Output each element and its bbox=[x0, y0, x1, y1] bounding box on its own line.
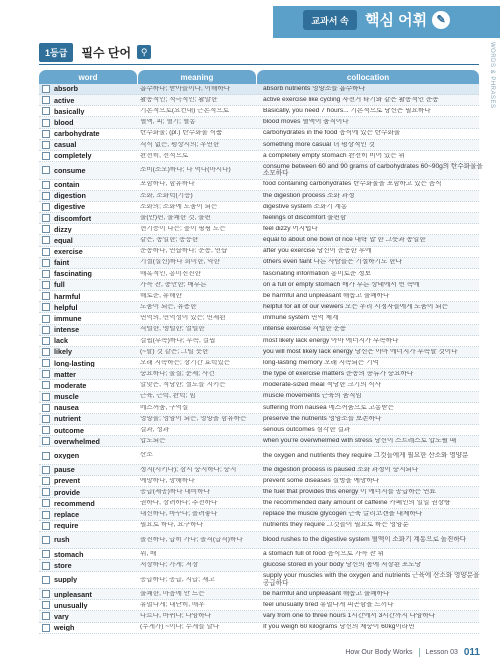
row-checkbox[interactable] bbox=[42, 590, 50, 598]
table-row bbox=[39, 247, 479, 258]
row-checkbox[interactable] bbox=[42, 326, 50, 334]
table-row bbox=[39, 425, 479, 436]
row-checkbox[interactable] bbox=[42, 601, 50, 609]
section-title: 필수 단어 bbox=[81, 45, 132, 60]
collocation-cell: immune system 면역 체계 bbox=[263, 315, 339, 322]
row-checkbox[interactable] bbox=[42, 315, 50, 323]
row-checkbox[interactable] bbox=[42, 452, 50, 460]
row-checkbox[interactable] bbox=[42, 437, 50, 445]
meaning-cell: 기절(실신)하다 희미한, 약한 bbox=[140, 259, 220, 266]
meaning-cell: 매혹적인, 흥미진진한 bbox=[140, 270, 201, 277]
table-row bbox=[39, 84, 479, 95]
table-row bbox=[39, 336, 479, 347]
row-checkbox[interactable] bbox=[42, 292, 50, 300]
meaning-cell: 산소 bbox=[140, 452, 153, 459]
word-cell: nausea bbox=[54, 404, 79, 412]
word-cell: provide bbox=[54, 488, 80, 496]
row-checkbox[interactable] bbox=[42, 192, 50, 200]
row-checkbox[interactable] bbox=[42, 511, 50, 519]
collocation-cell: moderate-sized meal 적당한 크기의 식사 bbox=[263, 382, 382, 389]
table-row bbox=[39, 347, 479, 358]
word-cell: matter bbox=[54, 370, 76, 378]
collocation-cell: replace the muscle glycogen 근육 글리코겐을 대체하다 bbox=[263, 511, 423, 518]
row-checkbox[interactable] bbox=[42, 499, 50, 507]
meaning-cell: 알맞은, 적당한; 절도를 지키는 bbox=[140, 382, 226, 389]
word-cell: faint bbox=[54, 259, 70, 267]
table-row bbox=[39, 465, 479, 476]
section-header bbox=[39, 42, 151, 62]
collocation-cell: feel unusually tired 유별나게 피곤함을 느끼다 bbox=[263, 602, 394, 609]
word-cell: harmful bbox=[54, 292, 81, 300]
word-cell: replace bbox=[54, 510, 80, 519]
collocation-cell: the fuel that provides this energy 이 에너지를 공급하는 연료 bbox=[263, 488, 436, 495]
meaning-cell: 유별나게; 대단히, 매우 bbox=[140, 602, 205, 609]
collocation-cell: preserve the nutrients 영양소를 보존하다 bbox=[263, 415, 382, 422]
meaning-cell: 결핍(부족)하다; 부족, 결핍 bbox=[140, 337, 216, 344]
collocation-cell: glucose stored in your body 당신의 몸에 저장된 포도당 bbox=[263, 562, 422, 569]
meaning-cell: 공급(제공)하다 대비하다 bbox=[140, 488, 210, 495]
word-cell: exercise bbox=[54, 248, 83, 256]
word-cell: store bbox=[54, 561, 72, 570]
meaning-cell: 근육, 근력, 완력; 힘 bbox=[140, 393, 196, 400]
word-cell: completely bbox=[54, 152, 92, 160]
row-checkbox[interactable] bbox=[42, 181, 50, 189]
page-footer bbox=[345, 647, 480, 658]
collocation-cell: a stomach full of food 음식으로 가득 찬 위 bbox=[263, 551, 384, 558]
word-cell: muscle bbox=[54, 393, 79, 401]
table-row bbox=[39, 291, 479, 302]
collocation-cell: vary from one to three hours 1시간에서 3시간까지 다양하다 bbox=[263, 613, 436, 620]
table-row bbox=[39, 95, 479, 106]
row-checkbox[interactable] bbox=[42, 236, 50, 244]
page-title bbox=[365, 9, 450, 30]
row-checkbox[interactable] bbox=[42, 550, 50, 558]
collocation-cell: food containing carbohydrates 탄수화물을 포함하고 있는 음식 bbox=[263, 181, 442, 188]
table-row bbox=[39, 117, 479, 128]
row-checkbox[interactable] bbox=[42, 426, 50, 434]
word-cell: consume bbox=[54, 166, 86, 174]
table-row bbox=[39, 162, 483, 180]
word-cell: likely bbox=[54, 348, 72, 356]
row-checkbox[interactable] bbox=[42, 536, 50, 544]
table-row bbox=[39, 313, 479, 324]
collocation-cell: something more casual 더 평상적인 것 bbox=[263, 141, 375, 148]
meaning-cell: 완전히, 전적으로 bbox=[140, 152, 189, 159]
collocation-cell: you will most likely lack energy 당신은 아마 에너지가 부족할 것이다 bbox=[263, 348, 458, 355]
word-cell: contain bbox=[54, 181, 80, 189]
meaning-cell: 중요하다; 물질; 문제; 사건 bbox=[140, 371, 215, 378]
row-checkbox[interactable] bbox=[42, 259, 50, 267]
table-row bbox=[39, 487, 479, 498]
page-number: 011 bbox=[463, 647, 480, 658]
word-cell: dizzy bbox=[54, 225, 72, 233]
table-row bbox=[39, 380, 479, 391]
table-row bbox=[39, 302, 479, 313]
row-checkbox[interactable] bbox=[42, 415, 50, 423]
word-cell: full bbox=[54, 281, 65, 289]
meaning-cell: 대신하다, 바꾸다; 돌려놓다 bbox=[140, 511, 218, 518]
pencil-icon: ✎ bbox=[432, 11, 450, 29]
word-cell: recommend bbox=[54, 499, 95, 507]
collocation-cell: the digestion process 소화 과정 bbox=[263, 192, 355, 199]
word-cell: unusually bbox=[54, 601, 88, 609]
word-cell: fascinating bbox=[54, 270, 92, 278]
word-cell: weigh bbox=[54, 624, 75, 632]
meaning-cell: 해로운, 유해한 bbox=[140, 292, 182, 299]
meaning-cell: (무게가) ~이다; 무게를 달다 bbox=[140, 624, 220, 631]
meaning-cell: (~할) 것 같은; 그럴 듯한 bbox=[140, 348, 209, 355]
meaning-cell: 혈액, 피; 혈기; 혈통 bbox=[140, 119, 196, 126]
footer-book-title: How Our Body Works bbox=[345, 649, 413, 656]
table-row bbox=[39, 498, 479, 509]
meaning-cell: 같은, 동일한; 동등한 bbox=[140, 237, 199, 244]
row-checkbox[interactable] bbox=[42, 203, 50, 211]
meaning-cell: 현기증이 나는; 높이 핑핑 도는 bbox=[140, 226, 226, 232]
word-cell: active bbox=[54, 96, 75, 104]
column-header-collocation: collocation bbox=[257, 70, 479, 84]
row-checkbox[interactable] bbox=[42, 107, 50, 115]
table-row bbox=[39, 572, 479, 590]
row-checkbox[interactable] bbox=[42, 381, 50, 389]
word-cell: casual bbox=[54, 141, 77, 149]
row-checkbox[interactable] bbox=[42, 166, 50, 174]
table-row bbox=[39, 191, 479, 202]
word-cell: blood bbox=[54, 118, 74, 127]
row-checkbox[interactable] bbox=[42, 359, 50, 367]
word-cell: prevent bbox=[54, 477, 80, 485]
meaning-cell: 포함하다, 함유하다 bbox=[140, 181, 195, 188]
row-checkbox[interactable] bbox=[42, 152, 50, 160]
collocation-cell: Basically, you need 7 hours... 기본적으로 당신은 필요하다 bbox=[263, 108, 431, 115]
row-checkbox[interactable] bbox=[42, 281, 50, 289]
table-row bbox=[39, 325, 479, 336]
word-cell: intense bbox=[54, 326, 80, 334]
vocabulary-table bbox=[39, 84, 483, 634]
table-row bbox=[39, 509, 479, 520]
row-checkbox[interactable] bbox=[42, 562, 50, 570]
meaning-cell: 도움이 되는, 유용한 bbox=[140, 304, 197, 311]
table-row bbox=[39, 549, 479, 560]
meaning-cell: 권하다, 장려하다; 추천하다 bbox=[140, 500, 218, 507]
collocation-cell: serious outcomes 심각한 결과 bbox=[263, 426, 351, 433]
table-row bbox=[39, 447, 479, 465]
word-cell: outcome bbox=[54, 426, 84, 434]
row-checkbox[interactable] bbox=[42, 214, 50, 222]
word-cell: basically bbox=[54, 107, 85, 115]
collocation-cell: after you exercise 당신이 운동한 후에 bbox=[263, 248, 372, 255]
meaning-cell: 결과, 성과 bbox=[140, 426, 170, 433]
table-row bbox=[39, 269, 479, 280]
meaning-cell: 오래 지속하는; 장기간 효력있는 bbox=[140, 359, 231, 366]
row-checkbox[interactable] bbox=[42, 337, 50, 345]
collocation-cell: feelings of discomfort 불편함 bbox=[263, 214, 347, 221]
collocation-cell: blood rushes to the digestive system 혈액이 소화기 계통으로 돌진하다 bbox=[263, 536, 467, 544]
table-row bbox=[39, 129, 479, 140]
row-checkbox[interactable] bbox=[42, 466, 50, 474]
collocation-cell: active exercise like cycling 자전거 타기와 같은 활동적인 운동 bbox=[263, 96, 439, 103]
collocation-cell: muscle movements 근육의 움직임 bbox=[263, 393, 362, 400]
collocation-cell: If you weigh 60 kilograms 당신의 체중이 60kg이라면 bbox=[263, 624, 415, 631]
word-cell: digestion bbox=[54, 192, 86, 200]
word-cell: supply bbox=[54, 576, 78, 584]
meaning-cell: 활동적인; 적극적인; 활발한 bbox=[140, 96, 218, 103]
collocation-cell: be harmful and unpleasant 해롭고 불쾌하다 bbox=[263, 292, 390, 299]
word-cell: helpful bbox=[54, 303, 78, 311]
collocation-cell: blood moves 혈액이 움직이다 bbox=[263, 119, 349, 126]
collocation-cell: most likely lack energy 아마 에너지가 부족하다 bbox=[263, 337, 399, 344]
table-row bbox=[39, 224, 479, 235]
table-row bbox=[39, 560, 479, 571]
word-cell: nutrient bbox=[54, 415, 81, 423]
row-checkbox[interactable] bbox=[42, 348, 50, 356]
collocation-cell: be harmful and unpleasant 해롭고 불쾌하다 bbox=[263, 590, 390, 597]
word-cell: unpleasant bbox=[54, 590, 92, 598]
word-cell: require bbox=[54, 522, 79, 530]
meaning-cell: 소비(소모)하다; 다 먹다(마시다) bbox=[140, 167, 231, 174]
collocation-cell: on a full or empty stomach 배가 부른 상태에서 빈 속에 bbox=[263, 281, 420, 288]
row-checkbox[interactable] bbox=[42, 303, 50, 311]
collocation-cell: others even faint 다른 사람들은 기절하기도 한다 bbox=[263, 259, 402, 266]
row-checkbox[interactable] bbox=[42, 225, 50, 233]
column-header-meaning: meaning bbox=[138, 70, 256, 84]
word-cell: moderate bbox=[54, 381, 87, 390]
side-label: WORDS & PHRASES bbox=[489, 42, 495, 109]
table-row bbox=[39, 180, 479, 191]
collocation-cell: a completely empty stomach 완전히 비어 있는 위 bbox=[263, 152, 405, 159]
table-row bbox=[39, 611, 479, 622]
table-row bbox=[39, 623, 479, 634]
meaning-cell: 면역의, 면역성이 있는; 면제된 bbox=[140, 315, 226, 322]
table-row bbox=[39, 213, 479, 224]
meaning-cell: 운동하다, 연습하다; 운동, 연습 bbox=[140, 248, 228, 255]
word-cell: oxygen bbox=[54, 451, 80, 460]
table-row bbox=[39, 369, 479, 380]
meaning-cell: 격렬한, 맹렬한; 열렬한 bbox=[140, 326, 205, 333]
row-checkbox[interactable] bbox=[42, 130, 50, 138]
meaning-cell: 필요로 하다, 요구하다 bbox=[140, 522, 203, 529]
collocation-cell: long-lasting memory 오래 지속되는 기억 bbox=[263, 359, 379, 366]
banner-tab: 교과서 속 bbox=[303, 10, 357, 30]
row-checkbox[interactable] bbox=[42, 96, 50, 104]
collocation-cell: the type of exercise matters 운동의 종류가 중요하다 bbox=[263, 371, 414, 378]
meaning-cell: 영양물; 영양이 되는, 영양을 함유하는 bbox=[140, 415, 247, 422]
row-checkbox[interactable] bbox=[42, 85, 50, 93]
meaning-cell: 압도되는 bbox=[140, 437, 166, 444]
meaning-cell: 기본적으로(요컨대) 근본적으로 bbox=[140, 108, 230, 115]
table-row bbox=[39, 280, 479, 291]
row-checkbox[interactable] bbox=[42, 612, 50, 620]
collocation-cell: absorb nutrients 영양소를 흡수하다 bbox=[263, 85, 365, 92]
meaning-cell: 흡수하다; 받아들이다, 이해하다 bbox=[140, 85, 231, 92]
meaning-cell: 정지(시키다); 잠시 중지하다; 중지 bbox=[140, 466, 237, 473]
collocation-cell: nutrients they require 그것들이 필요로 하는 영양분 bbox=[263, 522, 409, 529]
page-title-text: 핵심 어휘 bbox=[365, 12, 428, 29]
table-row bbox=[39, 436, 479, 447]
table-row bbox=[39, 521, 479, 532]
meaning-cell: 다르다, 바뀌다; 다양하다 bbox=[140, 613, 212, 620]
meaning-cell: 저장하다; 가게; 저장 bbox=[140, 562, 199, 569]
meaning-cell: 돌진하다, 급히 가다; 돌격(급격)하다 bbox=[140, 536, 243, 543]
row-checkbox[interactable] bbox=[42, 576, 50, 584]
footer-lesson: Lesson 03 bbox=[425, 649, 458, 656]
meaning-cell: 불쾌한, 마음에 안 드는 bbox=[140, 590, 205, 597]
collocation-cell: the recommended daily amount of caffeine 카페인의 일일 권장량 bbox=[263, 500, 451, 507]
table-row bbox=[39, 202, 479, 213]
word-cell: stomach bbox=[54, 550, 84, 558]
table-row bbox=[39, 106, 479, 117]
meaning-cell: 격식 없는, 평상시의; 우연한 bbox=[140, 141, 220, 148]
collocation-cell: digestive system 소화기 계통 bbox=[263, 203, 348, 210]
collocation-cell: feel dizzy 어지럽다 bbox=[263, 226, 318, 232]
collocation-cell: suffering from nausea 메스꺼움으로 고통받는 bbox=[263, 404, 395, 411]
meaning-cell: 불(안)편, 불쾌한 것, 불편 bbox=[140, 214, 211, 221]
meaning-cell: 소화, 소화력(기능) bbox=[140, 192, 193, 199]
table-row bbox=[39, 258, 479, 269]
word-cell: rush bbox=[54, 536, 70, 544]
collocation-cell: prevent some diseases 질병을 예방하다 bbox=[263, 477, 380, 484]
word-cell: discomfort bbox=[54, 214, 92, 222]
level-badge: 1등급 bbox=[39, 43, 73, 62]
meaning-cell: 위, 배 bbox=[140, 551, 157, 558]
collocation-cell: carbohydrates in the food 음식에 있는 탄수화물 bbox=[263, 130, 401, 137]
table-row bbox=[39, 392, 479, 403]
meaning-cell: 예방하다, 방해하다 bbox=[140, 477, 195, 484]
row-checkbox[interactable] bbox=[42, 370, 50, 378]
collocation-cell: equal to about one bowl of rice 대략 밥 한 그릇과 동일한 bbox=[263, 237, 426, 244]
row-checkbox[interactable] bbox=[42, 488, 50, 496]
collocation-cell: the oxygen and nutrients they require 그것들에게 필요한 산소와 영양분 bbox=[263, 451, 469, 459]
word-cell: immune bbox=[54, 314, 82, 323]
word-cell: absorb bbox=[54, 85, 78, 93]
table-row bbox=[39, 600, 479, 611]
word-cell: long-lasting bbox=[54, 359, 95, 367]
table-row bbox=[39, 414, 479, 425]
collocation-cell: when you're overwhelmed with stress 당신이 스트레스로 압도될 때 bbox=[263, 437, 457, 444]
word-cell: lack bbox=[54, 337, 68, 345]
table-row bbox=[39, 403, 479, 414]
table-row bbox=[39, 140, 479, 151]
collocation-cell: fascinating information 흥미로운 정보 bbox=[263, 270, 371, 277]
meaning-cell: 메스꺼움, 구역질 bbox=[140, 404, 189, 411]
row-checkbox[interactable] bbox=[42, 141, 50, 149]
table-row bbox=[39, 151, 479, 162]
word-cell: vary bbox=[54, 612, 69, 621]
collocation-cell: consume between 60 and 90 grams of carbohydrates 60~90g의 탄수화물을 소모하다 bbox=[263, 162, 483, 178]
magnifier-icon: ⚲ bbox=[137, 45, 151, 59]
section-divider bbox=[39, 64, 479, 65]
meaning-cell: 가득 찬, 충만한; 배부른 bbox=[140, 281, 207, 288]
table-row bbox=[39, 589, 479, 600]
row-checkbox[interactable] bbox=[42, 404, 50, 412]
meaning-cell: 소화의; 소화에 도움이 되는 bbox=[140, 203, 218, 210]
row-checkbox[interactable] bbox=[42, 624, 50, 632]
collocation-cell: intense exercise 격렬한 운동 bbox=[263, 326, 347, 333]
meaning-cell: 공급하다; 공급, 지급; 재고 bbox=[140, 576, 215, 583]
meaning-cell: 탄수화물; (pl.) 탄수화물 식품 bbox=[140, 130, 223, 137]
table-row bbox=[39, 358, 479, 369]
table-row bbox=[39, 235, 479, 246]
word-cell: overwhelmed bbox=[54, 437, 100, 445]
word-cell: pause bbox=[54, 466, 75, 474]
row-checkbox[interactable] bbox=[42, 393, 50, 401]
row-checkbox[interactable] bbox=[42, 119, 50, 127]
column-header-word: word bbox=[39, 70, 137, 84]
row-checkbox[interactable] bbox=[42, 270, 50, 278]
collocation-cell: the digestion process is paused 소화 과정이 중지되다 bbox=[263, 466, 419, 473]
table-row bbox=[39, 532, 479, 550]
row-checkbox[interactable] bbox=[42, 477, 50, 485]
row-checkbox[interactable] bbox=[42, 248, 50, 256]
row-checkbox[interactable] bbox=[42, 522, 50, 530]
collocation-cell: supply your muscles with the oxygen and nutrients 근육에 산소와 영양분을 공급하다 bbox=[263, 572, 480, 587]
word-cell: equal bbox=[54, 236, 73, 245]
word-cell: digestive bbox=[54, 203, 86, 211]
table-row bbox=[39, 476, 479, 487]
collocation-cell: helpful for all of our viewers 모든 우리 시청자들에게 도움이 되는 bbox=[263, 304, 448, 311]
footer-divider bbox=[419, 648, 420, 657]
word-cell: carbohydrate bbox=[54, 130, 100, 138]
